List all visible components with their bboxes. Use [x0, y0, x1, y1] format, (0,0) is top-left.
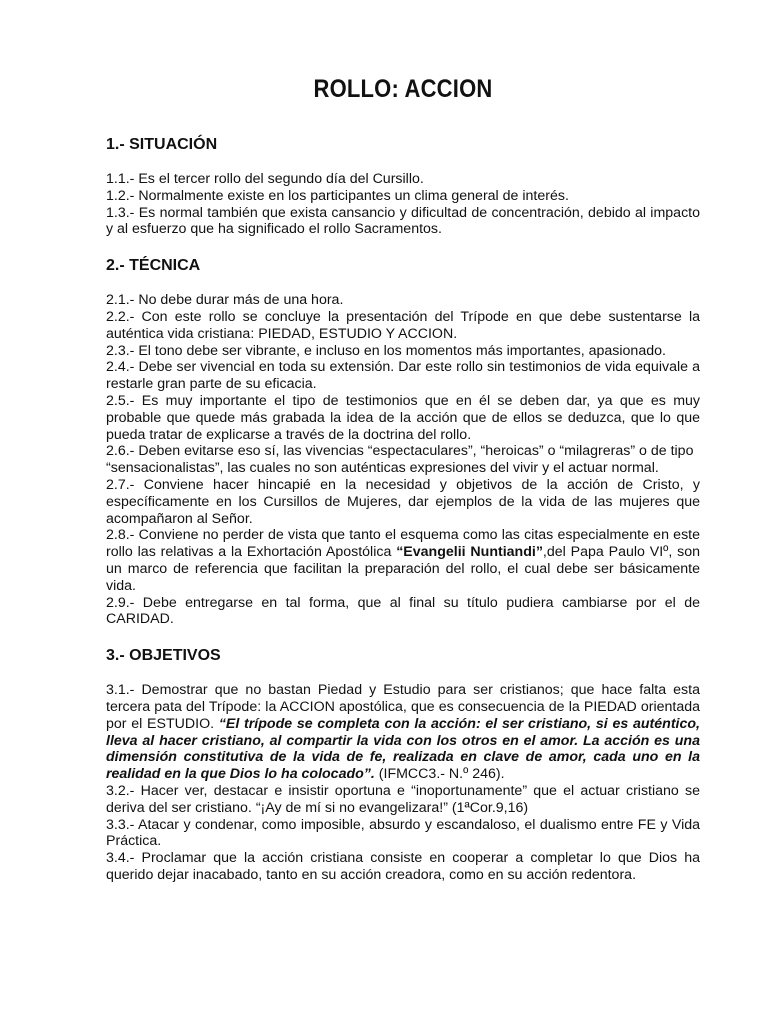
paragraph-text: ,del Papa Paulo VIº, son un marco de referencia que facilitan la preparación del rollo, el cual debe ser básicamente vida.	[106, 544, 700, 594]
quotation: “El trípode se completa con la acción: el ser cristiano, si es auténtico, lleva al hacer cristiano, al compartir la vida con los otros en el amor. La acción es una dimensión constitutiva de la vida de fe, realizada en clave de amor, cada uno en la realidad en la que Dios lo ha colocado”.	[106, 715, 700, 783]
paragraph: 3.4.- Proclamar que la acción cristiana consiste en cooperar a completar lo que Dios ha querido dejar inacabado, tanto en su acción creadora, como en su acción redentora.	[106, 850, 700, 883]
paragraph	[106, 682, 700, 783]
paragraph: 3.2.- Hacer ver, destacar e insistir oportuna e “inoportunamente” que el actuar cristiano se deriva del ser cristiano. “¡Ay de mí si no evangelizara!” (1ªCor.9,16)	[106, 782, 700, 816]
section-heading: 3.- OBJETIVOS	[106, 647, 221, 665]
section-heading: 1.- SITUACIÓN	[106, 136, 218, 153]
paragraph-text: 3.1.- Demostrar que no bastan Piedad y Estudio para ser cristianos; que hace falta esta tercera pata del Trípode: la ACCION apostólica, que es consecuencia de la PIEDAD orientada por el ESTUDIO.	[106, 682, 700, 732]
paragraph: 2.1.- No debe durar más de una hora.	[106, 292, 344, 309]
paragraph: 1.3.- Es normal también que exista cansancio y dificultad de concentración, debido al impacto y al esfuerzo que ha significado el rollo Sacramentos.	[106, 204, 700, 238]
section-situacion	[106, 136, 700, 238]
section-heading: 2.- TÉCNICA	[106, 257, 201, 275]
paragraph	[106, 527, 700, 594]
paragraph: 2.7.- Conviene hacer hincapié en la necesidad y objetivos de la acción de Cristo, y específicamente en los Cursillos de Mujeres, dar ejemplos de la vida de las mujeres que acompañaron al Señor.	[106, 476, 700, 527]
document-title: ROLLO: ACCION	[313, 74, 493, 103]
section-objetivos	[106, 647, 700, 884]
paragraph: 2.6.- Deben evitarse eso sí, las vivencias “espectaculares”, “heroicas” o “milagreras” o de tipo	[106, 443, 694, 460]
paragraph: 3.3.- Atacar y condenar, como imposible, absurdo y escandaloso, el dualismo entre FE y Vida Práctica.	[106, 816, 700, 850]
paragraph: “sensacionalistas”, las cuales no son auténticas expresiones del vivir y el actuar normal.	[106, 460, 659, 477]
paragraph: 2.3.- El tono debe ser vibrante, e incluso en los momentos más importantes, apasionado.	[106, 342, 666, 359]
paragraph: 2.9.- Debe entregarse en tal forma, que al final su título pudiera cambiarse por el de CARIDAD.	[106, 594, 700, 628]
paragraph: 2.2.- Con este rollo se concluye la presentación del Trípode en que debe sustentarse la auténtica vida cristiana: PIEDAD, ESTUDIO Y ACCION.	[106, 308, 700, 342]
section-tecnica	[106, 257, 700, 628]
paragraph-text: 2.8.- Conviene no perder de vista que tanto el esquema como las citas especialmente en este rollo las relativas a la Exhortación Apostólica	[106, 527, 700, 561]
citation: (IFMCC3.- N.º 246).	[374, 766, 505, 783]
paragraph: 1.2.- Normalmente existe en los participantes un clima general de interés.	[106, 187, 569, 204]
document-reference: “Evangelii Nuntiandi”	[396, 544, 543, 561]
paragraph: 2.5.- Es muy importante el tipo de testimonios que en él se deben dar, ya que es muy probable que quede más grabada la idea de la acción que de ellos se deduzca, que lo que pueda tratar de explicarse a través de la doctrina del rollo.	[106, 392, 700, 443]
paragraph: 2.4.- Debe ser vivencial en toda su extensión. Dar este rollo sin testimonios de vida equivale a restarle gran parte de su eficacia.	[106, 359, 700, 393]
paragraph: 1.1.- Es el tercer rollo del segundo día del Cursillo.	[106, 171, 424, 187]
